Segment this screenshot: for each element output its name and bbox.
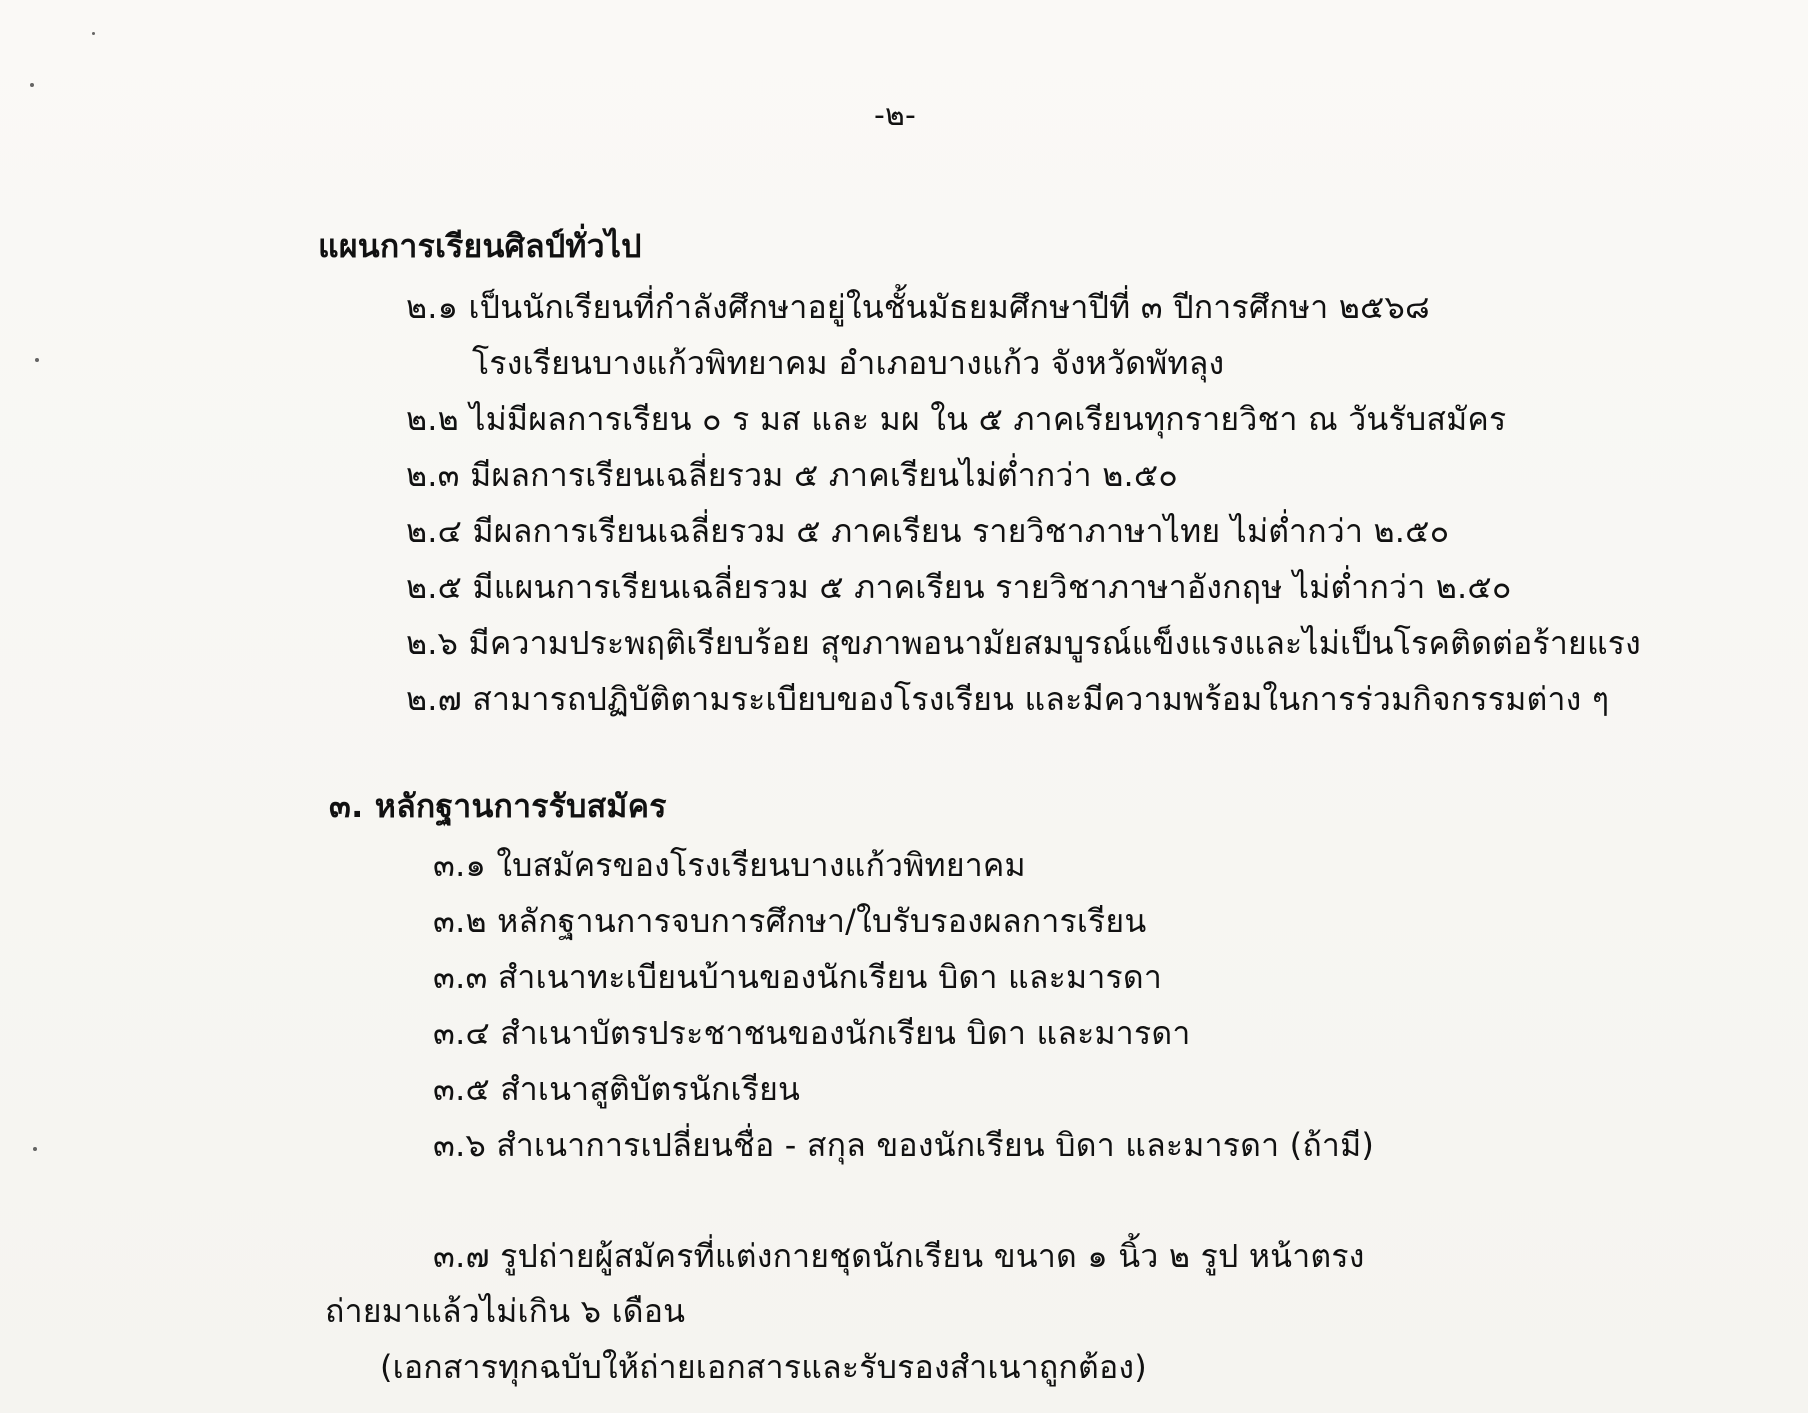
evidence-item: ๓.๓ สำเนาทะเบียนบ้านของนักเรียน บิดา และมารดา [433,958,1163,996]
qualification-item: ๒.๑ เป็นนักเรียนที่กำลังศึกษาอยู่ในชั้นมัธยมศึกษาปีที่ ๓ ปีการศึกษา ๒๕๖๘ [406,288,1430,326]
qualification-item: ๒.๔ มีผลการเรียนเฉลี่ยรวม ๕ ภาคเรียน รายวิชาภาษาไทย ไม่ต่ำกว่า ๒.๕๐ [406,512,1450,550]
scan-speck [30,83,34,87]
section-title: แผนการเรียนศิลป์ทั่วไป [318,227,642,265]
qualification-item: ๒.๒ ไม่มีผลการเรียน ๐ ร มส และ มผ ใน ๕ ภาคเรียนทุกรายวิชา ณ วันรับสมัคร [406,400,1507,438]
qualification-item: ๒.๖ มีความประพฤติเรียบร้อย สุขภาพอนามัยสมบูรณ์แข็งแรงและไม่เป็นโรคติดต่อร้ายแรง [406,624,1641,662]
qualification-item: โรงเรียนบางแก้วพิทยาคม อำเภอบางแก้ว จังหวัดพัทลุง [472,344,1225,382]
evidence-title: ๓. หลักฐานการรับสมัคร [329,787,667,825]
scan-speck [92,32,95,35]
evidence-item: ๓.๕ สำเนาสูติบัตรนักเรียน [433,1070,801,1108]
evidence-item: ๓.๔ สำเนาบัตรประชาชนของนักเรียน บิดา และมารดา [433,1014,1191,1052]
qualification-item: ๒.๕ มีแผนการเรียนเฉลี่ยรวม ๕ ภาคเรียน รายวิชาภาษาอังกฤษ ไม่ต่ำกว่า ๒.๕๐ [406,568,1512,606]
qualification-item: ๒.๓ มีผลการเรียนเฉลี่ยรวม ๕ ภาคเรียนไม่ต่ำกว่า ๒.๕๐ [406,456,1179,494]
scan-speck [33,1147,37,1151]
evidence-item: ๓.๖ สำเนาการเปลี่ยนชื่อ - สกุล ของนักเรียน บิดา และมารดา (ถ้ามี) [433,1126,1375,1164]
evidence-item: ๓.๑ ใบสมัครของโรงเรียนบางแก้วพิทยาคม [433,846,1026,884]
qualification-item: ๒.๗ สามารถปฏิบัติตามระเบียบของโรงเรียน และมีความพร้อมในการร่วมกิจกรรมต่าง ๆ [406,680,1610,718]
scan-speck [35,358,39,362]
document-note: (เอกสารทุกฉบับให้ถ่ายเอกสารและรับรองสำเนาถูกต้อง) [380,1348,1147,1386]
evidence-item-continuation: ถ่ายมาแล้วไม่เกิน ๖ เดือน [325,1292,686,1330]
page-number: -๒- [874,98,917,133]
evidence-item: ๓.๒ หลักฐานการจบการศึกษา/ใบรับรองผลการเรียน [433,902,1147,940]
evidence-item: ๓.๗ รูปถ่ายผู้สมัครที่แต่งกายชุดนักเรียน ขนาด ๑ นิ้ว ๒ รูป หน้าตรง [433,1237,1365,1275]
